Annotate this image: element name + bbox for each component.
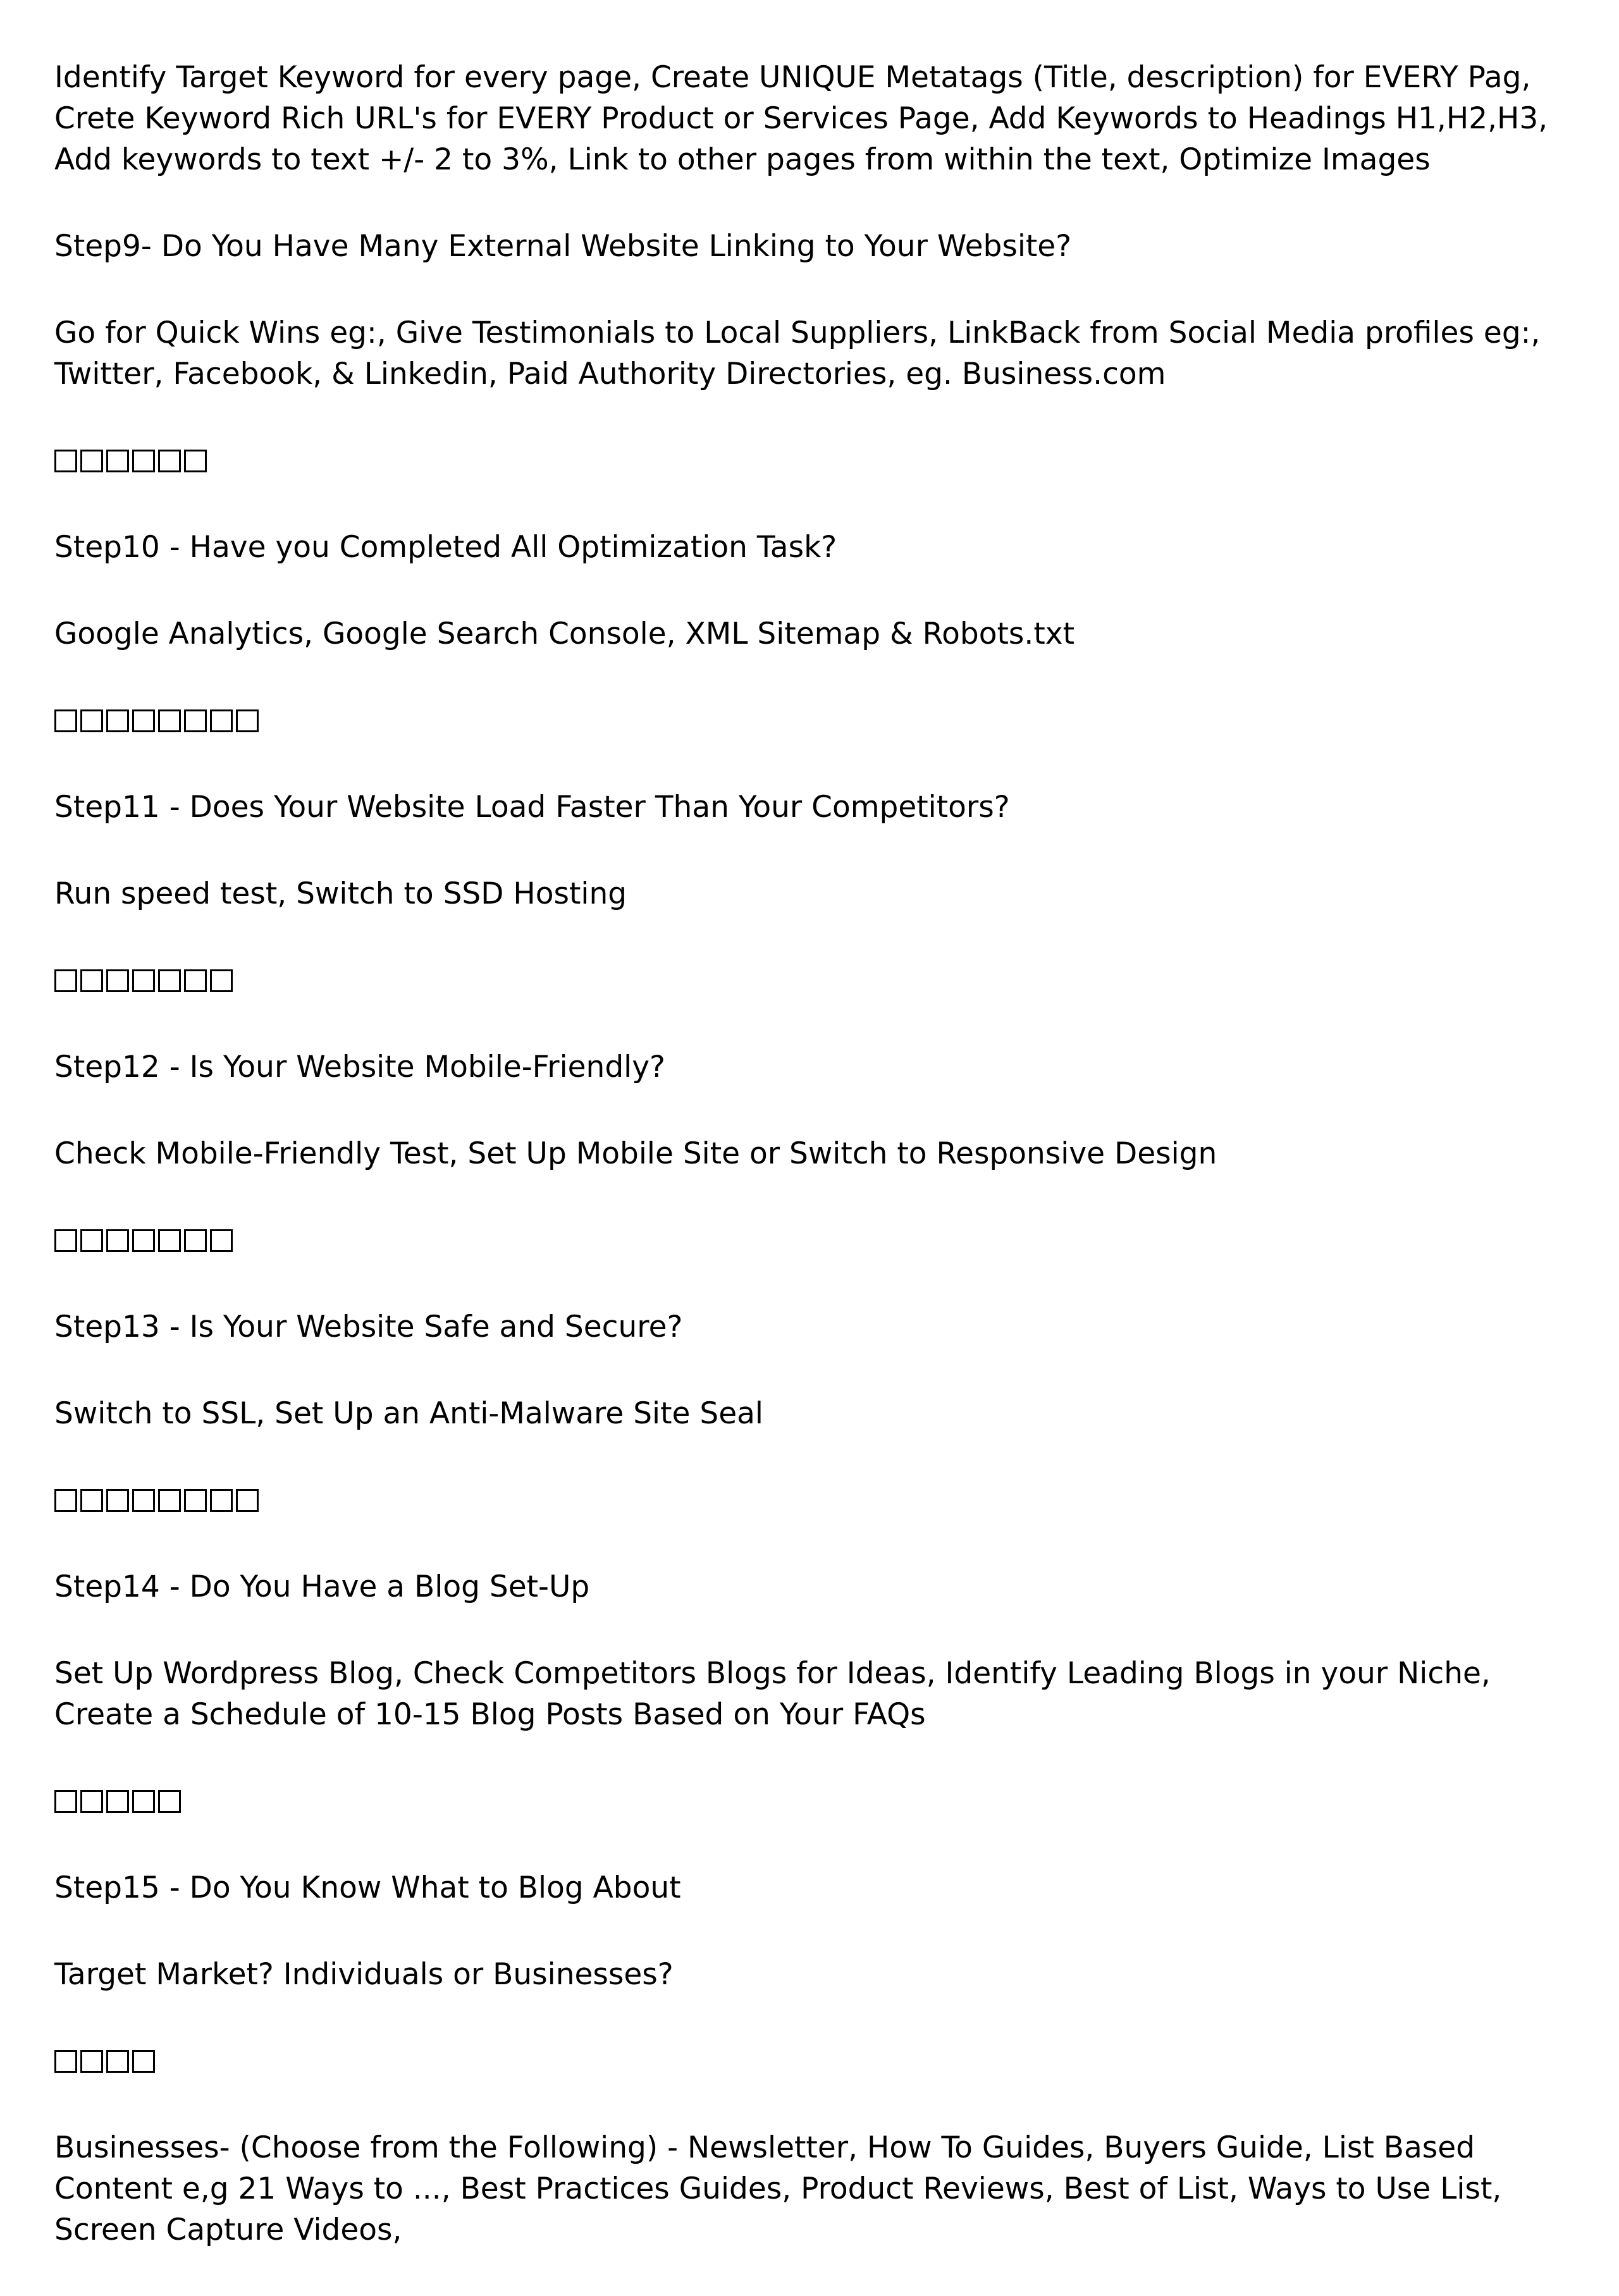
document-page bbox=[54, 57, 1585, 2296]
missing-glyph-icon bbox=[106, 709, 129, 732]
missing-glyph-icon bbox=[132, 1489, 155, 1512]
paragraph: Step14 - Do You Have a Blog Set-Up bbox=[54, 1569, 590, 1604]
missing-glyph-icon bbox=[236, 1489, 259, 1512]
missing-glyph-row bbox=[54, 1781, 1585, 1822]
missing-glyph-icon bbox=[210, 1229, 233, 1252]
missing-glyph-icon bbox=[106, 1489, 129, 1512]
missing-glyph-icon bbox=[158, 1489, 181, 1512]
paragraph: Step10 - Have you Completed All Optimization Task? bbox=[54, 530, 837, 565]
missing-glyph-icon bbox=[132, 2050, 155, 2073]
missing-glyph-icon bbox=[132, 1229, 155, 1252]
missing-glyph-row bbox=[54, 1220, 1585, 1261]
missing-glyph-icon bbox=[158, 1790, 181, 1813]
missing-glyph-icon bbox=[106, 2050, 129, 2073]
missing-glyph-icon bbox=[80, 2050, 103, 2073]
missing-glyph-icon bbox=[54, 2050, 77, 2073]
missing-glyph-icon bbox=[80, 1790, 103, 1813]
missing-glyph-icon bbox=[80, 450, 103, 472]
missing-glyph-icon bbox=[80, 1489, 103, 1512]
paragraph: Step9- Do You Have Many External Website Linking to Your Website? bbox=[54, 229, 1072, 264]
missing-glyph-icon bbox=[54, 969, 77, 992]
paragraph: Step15 - Do You Know What to Blog About bbox=[54, 1870, 681, 1905]
missing-glyph-icon bbox=[132, 1790, 155, 1813]
paragraph: Run speed test, Switch to SSD Hosting bbox=[54, 876, 627, 911]
missing-glyph-icon bbox=[158, 450, 181, 472]
missing-glyph-icon bbox=[184, 1229, 207, 1252]
missing-glyph-icon bbox=[106, 1790, 129, 1813]
missing-glyph-icon bbox=[210, 709, 233, 732]
missing-glyph-icon bbox=[80, 969, 103, 992]
paragraph: Businesses- (Choose from the Following) - Newsletter, How To Guides, Buyers Guide, List Based Content e,g 21 Ways to ..., Best Practices Guides, Product Reviews, Best of List, Ways to Use List, Screen Capture Videos, bbox=[54, 2130, 1502, 2247]
missing-glyph-icon bbox=[80, 709, 103, 732]
missing-glyph-icon bbox=[54, 1790, 77, 1813]
missing-glyph-icon bbox=[54, 1229, 77, 1252]
missing-glyph-icon bbox=[106, 969, 129, 992]
missing-glyph-icon bbox=[158, 1229, 181, 1252]
missing-glyph-icon bbox=[184, 709, 207, 732]
paragraph: Switch to SSL, Set Up an Anti-Malware Site Seal bbox=[54, 1396, 763, 1431]
missing-glyph-icon bbox=[54, 1489, 77, 1512]
missing-glyph-icon bbox=[236, 709, 259, 732]
paragraph: Go for Quick Wins eg:, Give Testimonials to Local Suppliers, LinkBack from Social Media profiles eg:, Twitter, Facebook, & Linkedin, Paid Authority Directories, eg. Business.com bbox=[54, 316, 1541, 391]
paragraph: Check Mobile-Friendly Test, Set Up Mobile Site or Switch to Responsive Design bbox=[54, 1136, 1217, 1171]
missing-glyph-icon bbox=[132, 450, 155, 472]
missing-glyph-icon bbox=[80, 1229, 103, 1252]
missing-glyph-icon bbox=[106, 450, 129, 472]
paragraph: Identify Target Keyword for every page, Create UNIQUE Metatags (Title, description) for EVERY Pag, Crete Keyword Rich URL's for EVERY Product or Services Page, Add Keywords to Headings H1,H2,H3, Add keywords to text +/- 2 to 3%, Link to other pages from within the text, Optimize Images bbox=[54, 60, 1548, 177]
paragraph: Step13 - Is Your Website Safe and Secure? bbox=[54, 1310, 683, 1344]
missing-glyph-icon bbox=[210, 969, 233, 992]
missing-glyph-icon bbox=[158, 709, 181, 732]
missing-glyph-icon bbox=[158, 969, 181, 992]
missing-glyph-icon bbox=[132, 969, 155, 992]
paragraph: Step11 - Does Your Website Load Faster Than Your Competitors? bbox=[54, 790, 1010, 825]
missing-glyph-icon bbox=[106, 1229, 129, 1252]
missing-glyph-row bbox=[54, 1480, 1585, 1521]
missing-glyph-row bbox=[54, 2041, 1585, 2082]
missing-glyph-icon bbox=[54, 450, 77, 472]
missing-glyph-icon bbox=[184, 450, 207, 472]
missing-glyph-icon bbox=[132, 709, 155, 732]
missing-glyph-icon bbox=[210, 1489, 233, 1512]
missing-glyph-row bbox=[54, 700, 1585, 741]
missing-glyph-icon bbox=[184, 1489, 207, 1512]
missing-glyph-row bbox=[54, 960, 1585, 1001]
paragraph: Step12 - Is Your Website Mobile-Friendly? bbox=[54, 1050, 666, 1084]
missing-glyph-icon bbox=[54, 709, 77, 732]
paragraph: Target Market? Individuals or Businesses? bbox=[54, 1957, 674, 1992]
missing-glyph-row bbox=[54, 440, 1585, 481]
paragraph: Google Analytics, Google Search Console, XML Sitemap & Robots.txt bbox=[54, 617, 1075, 651]
paragraph: Set Up Wordpress Blog, Check Competitors Blogs for Ideas, Identify Leading Blogs in your Niche, Create a Schedule of 10-15 Blog Posts Based on Your FAQs bbox=[54, 1656, 1491, 1732]
missing-glyph-icon bbox=[184, 969, 207, 992]
